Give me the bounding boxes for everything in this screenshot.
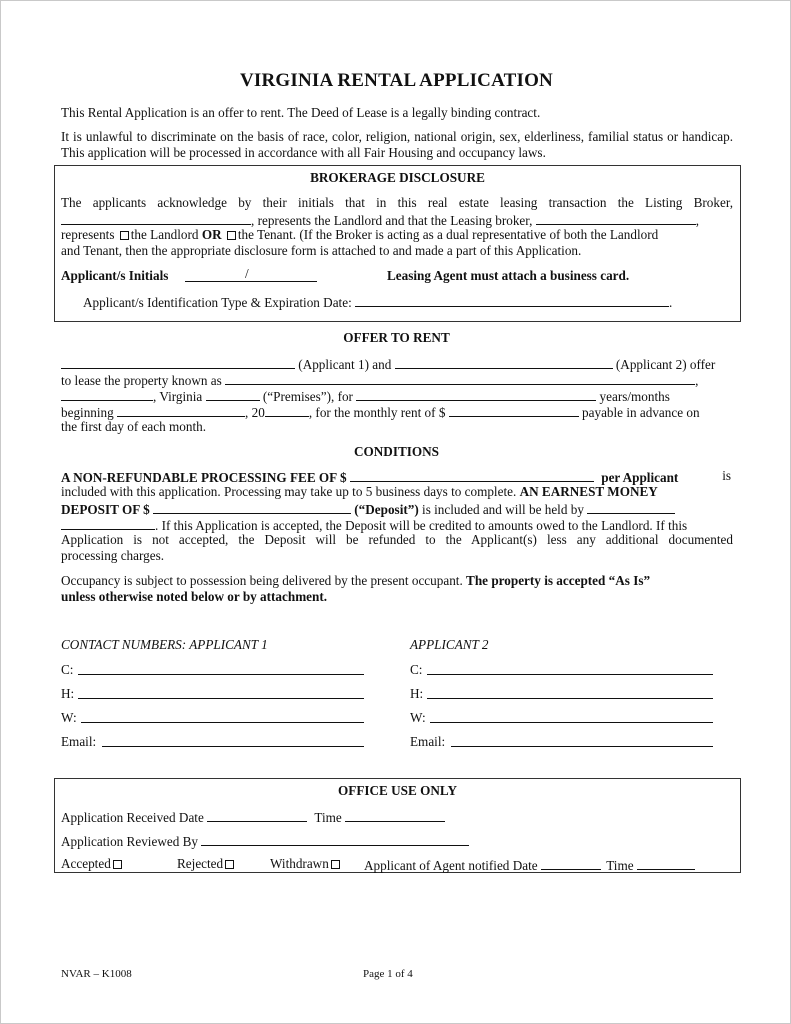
- office-heading: OFFICE USE ONLY: [338, 783, 457, 798]
- contact-heading-1: CONTACT NUMBERS: APPLICANT 1: [61, 637, 268, 652]
- initials-label: Applicant/s Initials: [61, 268, 169, 283]
- offer-line-2: to lease the property known as ,: [61, 373, 699, 388]
- applicant1-name-field[interactable]: [61, 355, 295, 369]
- deposit-holder-field[interactable]: [587, 500, 675, 514]
- applicant2-home-field[interactable]: [427, 685, 713, 699]
- landlord-checkbox[interactable]: [120, 231, 129, 240]
- received-date-field[interactable]: [207, 808, 307, 822]
- applicant2-work-field[interactable]: [430, 709, 713, 723]
- occupancy-text: Occupancy is subject to possession being delivered by the present occupant. The property is accepted “As Is”: [61, 573, 651, 588]
- brokerage-line-1: The applicants acknowledge by their initials that in this real estate leasing transaction the Listing Broker,: [61, 195, 733, 210]
- tenant-checkbox[interactable]: [227, 231, 236, 240]
- lease-start-field[interactable]: [117, 403, 245, 417]
- brokerage-line-3: represents the Landlord OR the Tenant. (If the Broker is acting as a dual representative of both the Landlord: [61, 227, 659, 242]
- intro-offer-text: This Rental Application is an offer to rent. The Deed of Lease is a legally binding contract.: [61, 105, 541, 120]
- applicant-initials-field[interactable]: /: [185, 268, 317, 282]
- offer-line-3: , Virginia (“Premises”), for years/months: [61, 387, 670, 405]
- brokerage-line-4: and Tenant, then the appropriate disclosure form is attached to and made a part of this Application.: [61, 243, 582, 258]
- applicant2-cell-field[interactable]: [427, 661, 713, 675]
- rejected-checkbox[interactable]: [225, 860, 234, 869]
- conditions-line-4: . If this Application is accepted, the Deposit will be credited to amounts owed to the Landlord. If this: [61, 516, 687, 534]
- lease-year-field[interactable]: [265, 403, 309, 417]
- conditions-line-1: A NON-REFUNDABLE PROCESSING FEE OF $ per Applicant is: [61, 468, 731, 485]
- applicant1-home-field[interactable]: [78, 685, 364, 699]
- office-received-row: Application Received Date Time: [61, 808, 445, 826]
- contact-heading-2: APPLICANT 2: [410, 637, 489, 652]
- notified-date-field[interactable]: [541, 856, 601, 870]
- office-status-row: Accepted: [61, 856, 124, 872]
- reviewed-by-field[interactable]: [201, 832, 469, 846]
- brokerage-line-2: , represents the Landlord and that the Leasing broker, ,: [61, 211, 733, 229]
- conditions-line-3: DEPOSIT OF $ (“Deposit”) is included and will be held by: [61, 500, 675, 518]
- office-notified: Applicant of Agent notified Date Time: [364, 856, 695, 874]
- offer-line-5: the first day of each month.: [61, 419, 207, 434]
- conditions-line-2: included with this application. Processing may take up to 5 business days to complete. AN EARNEST MONEY: [61, 484, 658, 499]
- received-time-field[interactable]: [345, 808, 445, 822]
- contact1-cell-row: C:: [61, 662, 74, 677]
- id-type-row: Applicant/s Identification Type & Expiration Date: .: [83, 295, 673, 310]
- applicant1-work-field[interactable]: [81, 709, 364, 723]
- conditions-heading: CONDITIONS: [353, 444, 439, 459]
- contact1-home-row: H:: [61, 686, 75, 701]
- leasing-broker-field[interactable]: [536, 211, 696, 225]
- leasing-agent-note: Leasing Agent must attach a business card.: [387, 268, 630, 283]
- applicant1-cell-field[interactable]: [78, 661, 364, 675]
- id-type-label: Applicant/s Identification Type & Expiration Date:: [83, 295, 352, 310]
- as-is-text: unless otherwise noted below or by attachment.: [61, 589, 328, 604]
- applicant1-email-field[interactable]: [102, 733, 364, 747]
- office-reviewed-row: Application Reviewed By: [61, 832, 469, 850]
- initials-fields: [185, 268, 317, 286]
- contact1-work-row: W:: [61, 710, 77, 725]
- processing-fee-field[interactable]: [350, 468, 594, 482]
- property-address-field[interactable]: [225, 371, 695, 385]
- contact2-work-row: W:: [410, 710, 426, 725]
- represents-landlord-text: , represents the Landlord and that the Leasing broker,: [251, 213, 533, 228]
- conditions-line-6: processing charges.: [61, 548, 165, 563]
- notified-time-field[interactable]: [637, 856, 695, 870]
- contact1-email-row: Email:: [61, 734, 97, 749]
- listing-broker-field[interactable]: [61, 211, 251, 225]
- accepted-checkbox[interactable]: [113, 860, 122, 869]
- offer-heading: OFFER TO RENT: [343, 330, 450, 345]
- form-id: NVAR – K1008: [61, 968, 132, 980]
- deposit-holder-cont-field[interactable]: [61, 516, 155, 530]
- property-city-field[interactable]: [61, 387, 153, 401]
- contact2-cell-row: C:: [410, 662, 423, 677]
- initials-row: [61, 268, 168, 284]
- applicant2-email-field[interactable]: [451, 733, 713, 747]
- property-zip-field[interactable]: [206, 387, 260, 401]
- lease-term-field[interactable]: [356, 387, 596, 401]
- offer-line-1: (Applicant 1) and (Applicant 2) offer: [61, 355, 715, 373]
- office-withdrawn: Withdrawn: [270, 856, 342, 872]
- conditions-line-5: Application is not accepted, the Deposit will be refunded to the Applicant(s) less any additional documented: [61, 532, 733, 547]
- offer-line-4: beginning , 20 , for the monthly rent of $ payable in advance on: [61, 405, 700, 420]
- document-title: VIRGINIA RENTAL APPLICATION: [240, 70, 553, 91]
- id-type-field[interactable]: [355, 293, 669, 307]
- intro-fair-housing-text: It is unlawful to discriminate on the basis of race, color, religion, national origin, sex, elderliness, familial status or handicap. This application will be processed in accordance with all Fair Housing and occupancy laws.: [61, 129, 733, 160]
- applicant2-name-field[interactable]: [395, 355, 613, 369]
- page-number: Page 1 of 4: [363, 968, 413, 980]
- contact2-email-row: Email:: [410, 734, 446, 749]
- monthly-rent-field[interactable]: [449, 403, 579, 417]
- brokerage-heading: BROKERAGE DISCLOSURE: [310, 170, 485, 185]
- deposit-amount-field[interactable]: [153, 500, 351, 514]
- contact2-home-row: H:: [410, 686, 424, 701]
- office-rejected: Rejected: [177, 856, 236, 872]
- withdrawn-checkbox[interactable]: [331, 860, 340, 869]
